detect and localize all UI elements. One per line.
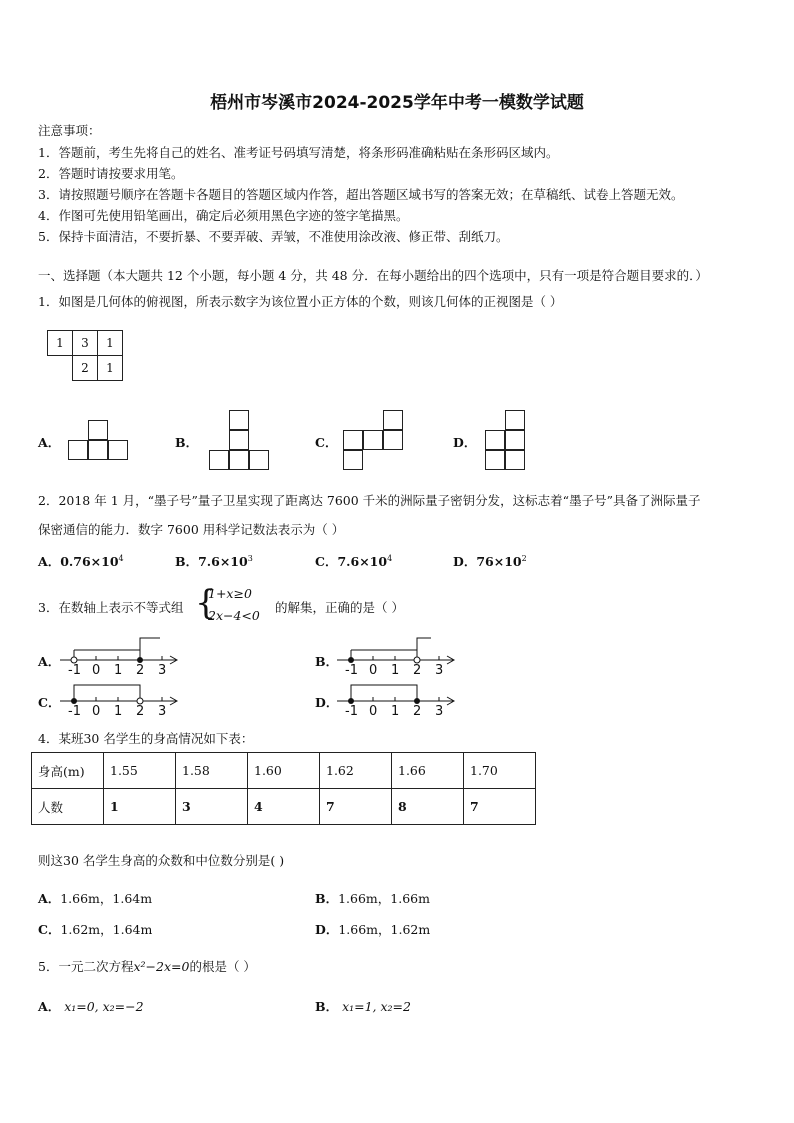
q4-option-c: C．1.62m，1.64m	[38, 922, 153, 937]
q4-option-a: A．1.66m，1.64m	[38, 891, 153, 906]
q3-option-b-label: B．	[315, 654, 339, 669]
svg-text:2: 2	[413, 704, 422, 719]
table-header-cell: 身高(m)	[32, 753, 104, 789]
table-cell: 1.62	[320, 753, 392, 789]
question-3-stem-end: 的解集，正确的是（ ）	[275, 600, 404, 615]
table-cell: 7	[464, 789, 536, 825]
q2-option-b: B．$7.6\times 10^3$	[175, 553, 253, 569]
inequality-1: 1+x≥0	[208, 586, 252, 601]
svg-text:2: 2	[413, 663, 422, 678]
option-b-label: B．	[175, 435, 199, 450]
question-4-question: 则这30 名学生身高的众数和中位数分别是( )	[38, 853, 285, 868]
svg-text:0: 0	[92, 663, 101, 678]
section-heading: 一、选择题（本大题共 12 个小题，每小题 4 分，共 48 分．在每小题给出的四个选项中，只有一项是符合题目要求的．）	[38, 268, 708, 283]
svg-text:3: 3	[435, 704, 444, 719]
number-line-d	[333, 677, 461, 719]
question-2-stem: 2．2018 年 1 月，“墨子号”量子卫星实现了距离达 7600 千米的洲际量子密钥分发，这标志着“墨子号”具备了洲际量子	[38, 493, 701, 508]
number-line-a	[56, 636, 184, 678]
notice-item: 3．请按照题号顺序在答题卡各题目的答题区域内作答，超出答题区域书写的答案无效；在草稿纸、试卷上答题无效。	[38, 187, 684, 202]
q2-option-a: A．$0.76\times 10^4$	[38, 553, 124, 569]
tick-marks	[351, 656, 439, 660]
tick-marks	[74, 656, 162, 660]
notice-item: 2．答题时请按要求用笔。	[38, 166, 184, 181]
number-line-c	[56, 677, 184, 719]
q2-option-d: D．$76\times 10^2$	[453, 553, 527, 569]
option-c-label: C．	[315, 435, 338, 450]
svg-text:0: 0	[369, 663, 378, 678]
table-cell: 1	[104, 789, 176, 825]
question-4-stem: 4．某班30 名学生的身高情况如下表：	[38, 731, 254, 746]
svg-text:1: 1	[114, 663, 123, 678]
notice-item: 1．答题前，考生先将自己的姓名、准考证号码填写清楚，将条形码准确粘贴在条形码区域内。	[38, 145, 559, 160]
table-cell: 7	[320, 789, 392, 825]
svg-text:-1: -1	[345, 663, 358, 678]
table-cell: 1.55	[104, 753, 176, 789]
svg-text:2: 2	[136, 704, 145, 719]
question-3-stem: 3．在数轴上表示不等式组	[38, 600, 184, 615]
notice-item: 4．作图可先使用铅笔画出，确定后必须用黑色字迹的签字笔描黑。	[38, 208, 409, 223]
number-line-b	[333, 636, 461, 678]
svg-text:3: 3	[435, 663, 444, 678]
table-header-cell: 人数	[32, 789, 104, 825]
table-cell: 4	[248, 789, 320, 825]
table-cell: 8	[392, 789, 464, 825]
q5-option-a: A． x₁=0, x₂=−2	[38, 999, 144, 1014]
svg-text:-1: -1	[345, 704, 358, 719]
table-row	[32, 789, 536, 825]
svg-text:-1: -1	[68, 663, 81, 678]
question-1-stem: 1．如图是几何体的俯视图，所表示数字为该位置小正方体的个数，则该几何体的正视图是（ ）	[38, 294, 563, 309]
option-a-label: A．	[38, 435, 61, 450]
notice-item: 5．保持卡面清洁，不要折暴、不要弄破、弄皱，不准使用涂改液、修正带、刮纸刀。	[38, 229, 509, 244]
q5-option-b: B． x₁=1, x₂=2	[315, 999, 411, 1014]
table-cell: 1.66	[392, 753, 464, 789]
table-cell: 1.60	[248, 753, 320, 789]
grid-cell: 1	[97, 355, 123, 381]
q3-option-d-label: D．	[315, 695, 339, 710]
question-2-stem-cont: 保密通信的能力．数字 7600 用科学记数法表示为（ ）	[38, 522, 345, 537]
table-cell: 3	[176, 789, 248, 825]
svg-text:3: 3	[158, 663, 167, 678]
q4-option-b: B．1.66m，1.66m	[315, 891, 430, 906]
table-cell: 1.58	[176, 753, 248, 789]
option-d-label: D．	[453, 435, 477, 450]
svg-text:3: 3	[158, 704, 167, 719]
notice-heading: 注意事项：	[38, 123, 101, 138]
svg-text:2: 2	[136, 663, 145, 678]
q3-option-a-label: A．	[38, 654, 61, 669]
svg-text:1: 1	[114, 704, 123, 719]
q3-option-c-label: C．	[38, 695, 61, 710]
tick-marks	[74, 697, 162, 701]
svg-text:1: 1	[391, 663, 400, 678]
height-table	[31, 752, 536, 825]
svg-text:0: 0	[369, 704, 378, 719]
grid-cell: 2	[72, 355, 98, 381]
tick-marks	[351, 697, 439, 701]
svg-text:-1: -1	[68, 704, 81, 719]
page-title: 梧州市岑溪市2024-2025学年中考一模数学试题	[210, 93, 584, 113]
inequality-2: 2x−4<0	[208, 608, 260, 623]
system-brace: {	[195, 583, 217, 623]
table-cell: 1.70	[464, 753, 536, 789]
svg-text:1: 1	[391, 704, 400, 719]
grid-cell: 1	[47, 330, 73, 356]
q2-option-c: C．$7.6\times 10^4$	[315, 553, 393, 569]
grid-cell: 1	[97, 330, 123, 356]
grid-cell: 3	[72, 330, 98, 356]
q4-option-d: D．1.66m，1.62m	[315, 922, 431, 937]
svg-text:0: 0	[92, 704, 101, 719]
question-5-stem: 5．一元二次方程x²−2x=0的根是（ ）	[38, 959, 256, 974]
table-row	[32, 753, 536, 789]
